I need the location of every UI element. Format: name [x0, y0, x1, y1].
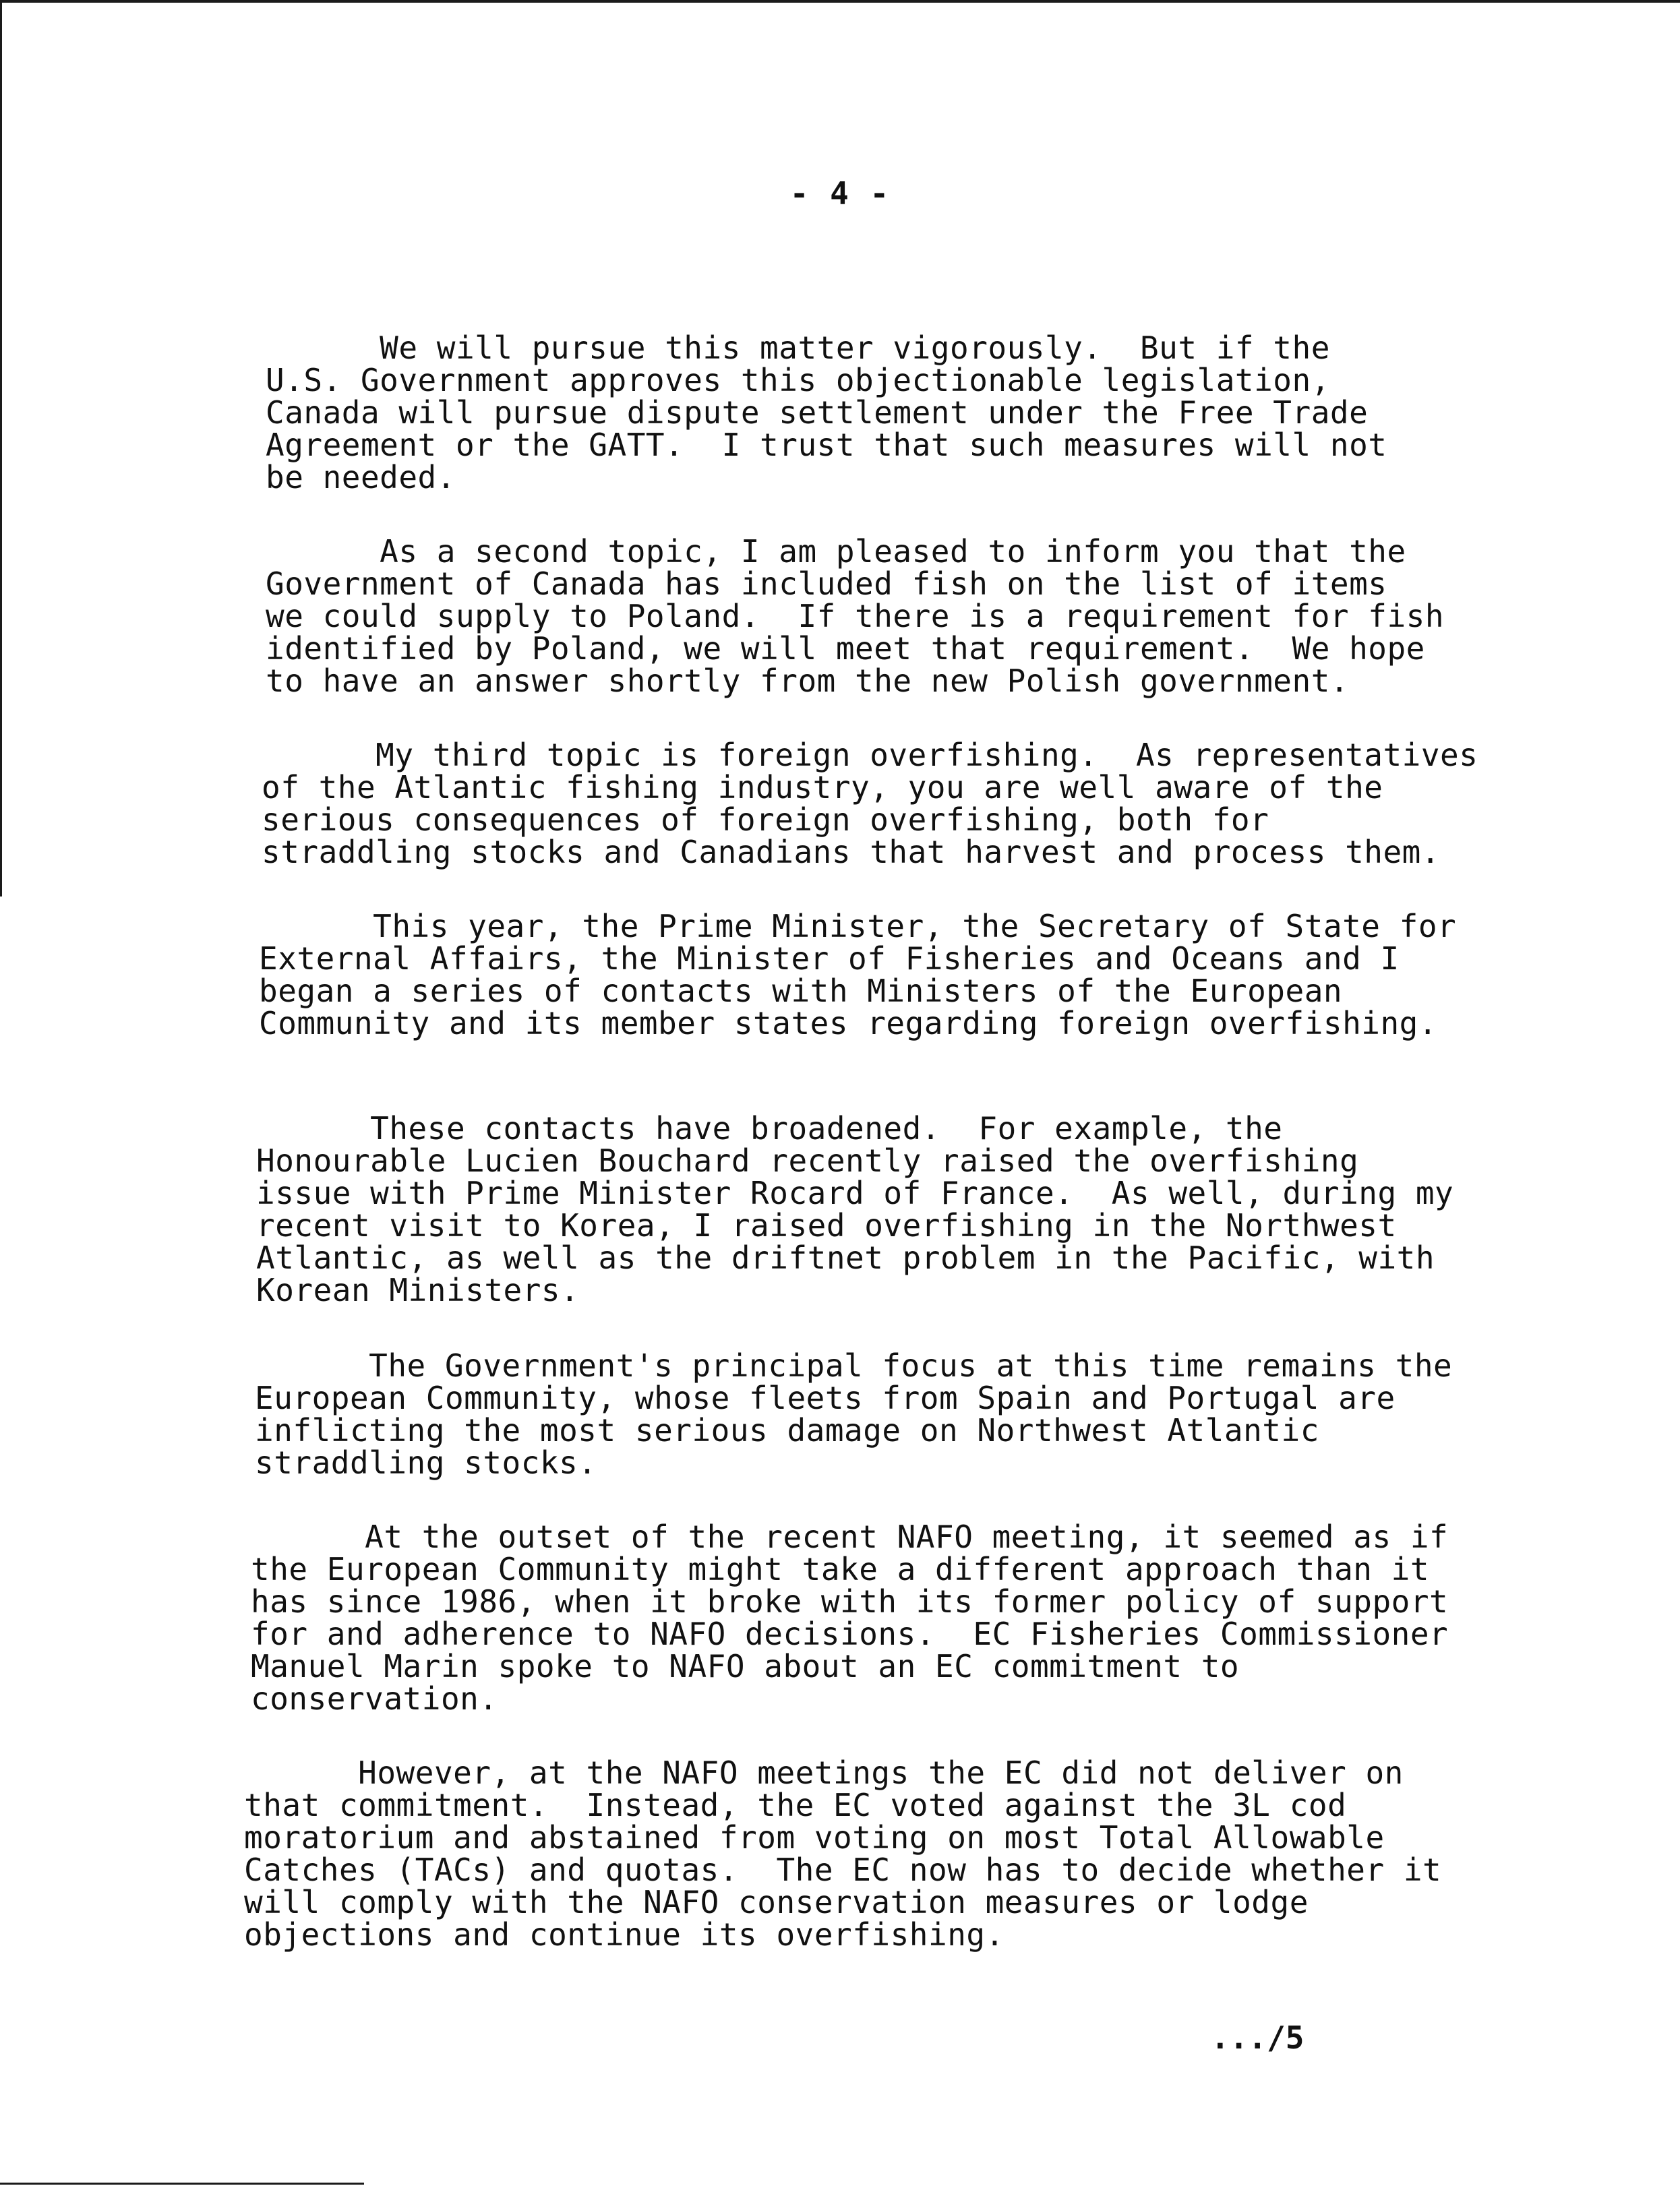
text-line: Agreement or the GATT. I trust that such measures will not [266, 427, 1387, 463]
text-line: European Community, whose fleets from Spain and Portugal are [255, 1380, 1396, 1416]
text-line: straddling stocks. [255, 1445, 597, 1481]
text-line: identified by Poland, we will meet that requirement. We hope [266, 630, 1425, 667]
text-line: that commitment. Instead, the EC voted against the 3L cod [244, 1787, 1347, 1823]
scan-left-edge [0, 0, 2, 897]
text-line: Canada will pursue dispute settlement under the Free Trade [266, 394, 1369, 431]
text-line: Korean Ministers. [256, 1272, 580, 1308]
text-line: serious consequences of foreign overfishing, both for [262, 801, 1269, 838]
text-line: We will pursue this matter vigorously. But if the [266, 330, 1330, 366]
text-line: At the outset of the recent NAFO meeting, it seemed as if [251, 1519, 1449, 1555]
paragraph-contacts-broadened [256, 1112, 1453, 1306]
text-line: U.S. Government approves this objectionable legislation, [266, 362, 1330, 398]
paragraph-ministerial-contacts [259, 910, 1456, 1039]
text-line: External Affairs, the Minister of Fisheries and Oceans and I [259, 940, 1400, 977]
text-line: objections and continue its overfishing. [244, 1916, 1004, 1953]
text-line: to have an answer shortly from the new Polish government. [266, 663, 1350, 699]
text-line: Government of Canada has included fish on the list of items [266, 566, 1387, 602]
text-line: Manuel Marin spoke to NAFO about an EC commitment to [251, 1648, 1240, 1684]
text-line: My third topic is foreign overfishing. As representatives [262, 737, 1478, 773]
paragraph-poland-fish-supply [266, 535, 1444, 697]
paragraph-dispute-settlement [266, 332, 1387, 493]
paragraph-foreign-overfishing [262, 739, 1478, 868]
text-line: Community and its member states regarding foreign overfishing. [259, 1005, 1438, 1041]
text-line: issue with Prime Minister Rocard of France. As well, during my [256, 1175, 1454, 1211]
text-line: However, at the NAFO meetings the EC did not deliver on [244, 1755, 1404, 1791]
text-line: we could supply to Poland. If there is a requirement for fish [266, 598, 1445, 634]
text-line: As a second topic, I am pleased to inform you that the [266, 533, 1406, 570]
text-line: These contacts have broadened. For example, the [256, 1110, 1283, 1147]
text-line: be needed. [266, 459, 456, 495]
scan-bottom-mark [0, 2183, 364, 2185]
text-line: will comply with the NAFO conservation measures or lodge [244, 1884, 1309, 1920]
text-line: Atlantic, as well as the driftnet problem in the Pacific, with [256, 1240, 1435, 1276]
text-line: for and adherence to NAFO decisions. EC Fisheries Commissioner [251, 1616, 1449, 1652]
text-line: has since 1986, when it broke with its former policy of support [251, 1583, 1449, 1620]
text-line: The Government's principal focus at this time remains the [255, 1347, 1453, 1384]
text-line: This year, the Prime Minister, the Secretary of State for [259, 908, 1457, 944]
text-line: of the Atlantic fishing industry, you are well aware of the [262, 769, 1383, 806]
paragraph-european-community-focus [255, 1349, 1452, 1479]
text-line: the European Community might take a different approach than it [251, 1551, 1430, 1587]
page-number: - 4 - [789, 175, 891, 212]
paragraph-nafo-ec-commitment [244, 1757, 1441, 1951]
text-line: Catches (TACs) and quotas. The EC now has to decide whether it [244, 1852, 1442, 1888]
text-line: conservation. [251, 1680, 498, 1717]
text-line: inflicting the most serious damage on Northwest Atlantic [255, 1412, 1319, 1449]
continuation-marker: .../5 [1211, 2019, 1304, 2056]
text-line: began a series of contacts with Ministers of the European [259, 973, 1343, 1009]
scan-top-edge [0, 0, 1680, 3]
text-line: Honourable Lucien Bouchard recently raised the overfishing [256, 1143, 1359, 1179]
paragraph-nafo-meeting-outset [251, 1521, 1448, 1715]
text-line: straddling stocks and Canadians that harvest and process them. [262, 834, 1441, 870]
text-line: recent visit to Korea, I raised overfishing in the Northwest [256, 1207, 1397, 1244]
text-line: moratorium and abstained from voting on most Total Allowable [244, 1819, 1385, 1856]
